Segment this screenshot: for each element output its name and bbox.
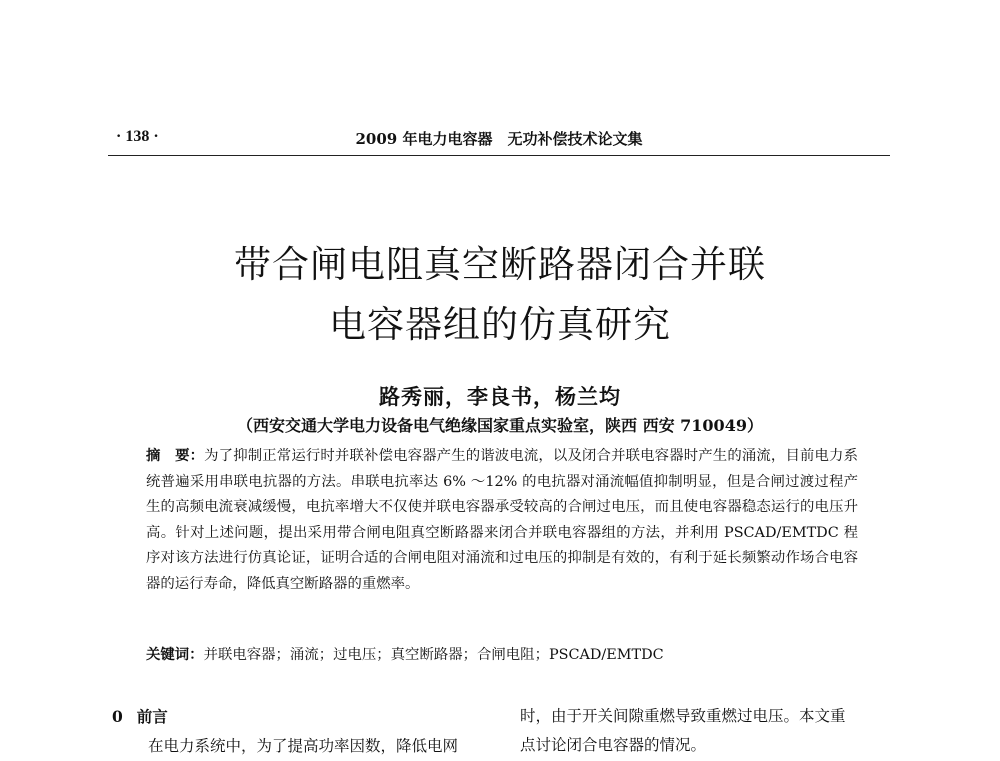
body-column-right [520, 702, 900, 760]
journal-title: 2009 年电力电容器 无功补偿技术论文集 [355, 130, 643, 148]
keywords-text: 并联电容器；涌流；过电压；真空断路器；合闸电阻；PSCAD/EMTDC [203, 647, 664, 663]
affiliation: （西安交通大学电力设备电气绝缘国家重点实验室，陕西 西安 710049） [237, 416, 763, 435]
body-text-line: 时，由于开关间隙重燃导致重燃过电压。本文重 [520, 707, 846, 725]
section-title: 前言 [136, 707, 168, 726]
author-list: 路秀丽，李良书，杨兰均 [379, 384, 621, 409]
body-paragraph: 在电力系统中，为了提高功率因数，降低电网 [148, 737, 459, 755]
body-text-line: 点讨论闭合电容器的情况。 [520, 736, 707, 754]
paper-title-line-1: 带合闸电阻真空断路器闭合并联 [234, 243, 766, 286]
running-head [108, 128, 890, 154]
paper-title-line-2: 电容器组的仿真研究 [329, 303, 671, 346]
abstract [146, 443, 858, 598]
body-column-left [112, 702, 492, 761]
keywords-label: 关键词： [146, 646, 204, 663]
abstract-text: 为了抑制正常运行时并联补偿电容器产生的谐波电流，以及闭合并联电容器时产生的涌流，目前电力系统普遍采用串联电抗器的方法。串联电抗率达 6% ～12% 的电抗器对涌流幅值抑制明显，但是合闸过渡过程产生的高频电流衰减缓慢，电抗率增大不仅使并联电容器承受较高的合闸过电压，而且使电容器稳态运行的电压升高。针对上述问题，提出采用带合闸电阻真空断路器来闭合并联电容器组的方法，并利用 PSCAD/EMTDC 程序对该方法进行仿真论证，证明合适的合闸电阻对涌流和过电压的抑制是有效的，有利于延长频繁动作场合电容器的运行寿命，降低真空断路器的重燃率。 [146, 448, 858, 592]
page-number: · 138 · [116, 128, 159, 145]
abstract-label: 摘 要： [146, 447, 205, 464]
section-heading [112, 702, 492, 732]
section-number: 0 [112, 707, 123, 726]
header-rule [108, 155, 890, 156]
keywords [146, 643, 858, 664]
